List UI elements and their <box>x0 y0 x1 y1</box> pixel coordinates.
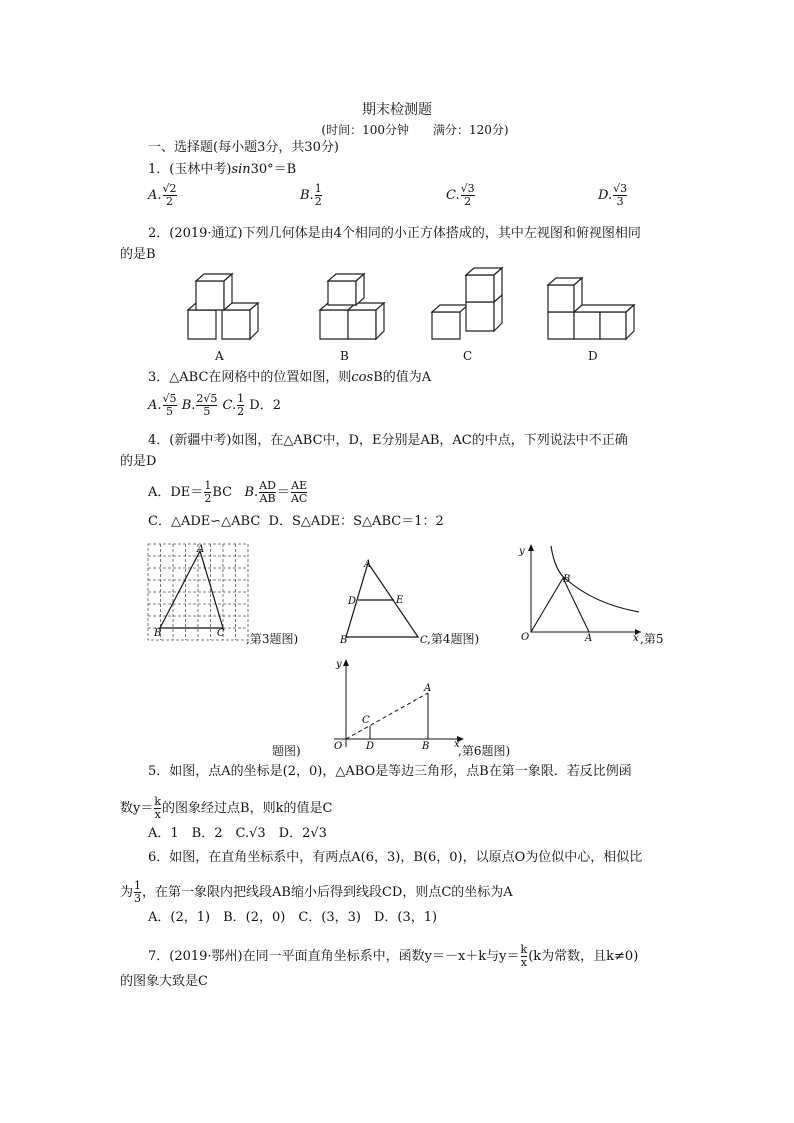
question-3-stem: 3．△ABC在网格中的位置如图，则cosB的值为A <box>148 370 432 385</box>
q1-option-d: D. $\frac{√3}{3}$ <box>598 182 628 208</box>
figure-4-triangle <box>338 555 438 645</box>
svg-text:x: x <box>454 739 460 750</box>
question-6-line2: 为 $\frac{1}{3}$ ，在第一象限内把线段AB缩小后得到线段CD，则点C的坐标为A <box>120 879 513 905</box>
q2-figure-c <box>432 268 502 339</box>
q4-option-ab: A．DE＝ $\frac{1}{2}$ BC B. $\frac{AD}{AB}$ ＝ $\frac{AE}{AC}$ <box>148 479 308 505</box>
q1-option-b: B. $\frac{1}{2}$ <box>300 182 322 208</box>
question-5-line1: 5．如图，点A的坐标是(2，0)，△ABO是等边三角形，点B在第一象限．若反比例函 <box>148 764 632 779</box>
question-6-line1: 6．如图，在直角坐标系中，有两点A(6，3)，B(6，0)，以原点O为位似中心，相似比 <box>148 850 643 865</box>
figure-6-graph <box>326 655 466 750</box>
svg-text:y: y <box>336 659 342 670</box>
q2-label-b: B <box>340 349 349 363</box>
question-1-stem <box>148 162 296 178</box>
q1-option-c: C. $\frac{√3}{2}$ <box>446 182 475 208</box>
figure-5-graph <box>515 542 645 642</box>
page-title: 期末检测题 <box>362 102 432 118</box>
q1-func: sin <box>231 162 251 177</box>
question-5-options: A．1 B．2 C.√3 D．2√3 <box>148 826 327 841</box>
svg-text:B: B <box>563 574 571 585</box>
svg-text:x: x <box>633 633 639 642</box>
q2-figure-a <box>188 274 258 339</box>
svg-text:O: O <box>334 741 343 750</box>
q2-figure-b <box>320 274 384 339</box>
question-7-line2: 的图象大致是C <box>120 974 208 989</box>
figure-5-caption-cont: 题图) <box>272 744 301 758</box>
figure-5-caption: ,第5 <box>640 632 664 646</box>
svg-text:D: D <box>366 741 375 750</box>
q2-label-c: C <box>463 349 473 363</box>
q1-option-a: A. $\frac{√2}{2}$ <box>148 182 177 208</box>
q3-options: A. $\frac{√5}{5}$ B. $\frac{2√5}{5}$ C. $\frac{1}{2}$ D．2 <box>148 392 281 418</box>
q2-label-d: D <box>588 349 598 363</box>
figure-3-caption: ,第3题图) <box>246 632 299 646</box>
figure-3-grid <box>145 542 255 642</box>
page-subtitle: (时间：100分钟 满分：120分) <box>321 123 509 137</box>
section-heading: 一、选择题(每小题3分，共30分) <box>148 140 339 155</box>
svg-text:A: A <box>364 559 372 570</box>
question-5-line2: 数y＝ $\frac{k}{x}$ 的图象经过点B，则k的值是C <box>120 795 333 821</box>
svg-text:A: A <box>585 633 593 642</box>
fig3-label-c: C <box>217 628 225 639</box>
figure-4-caption: ,第4题图) <box>427 632 480 646</box>
q2-figure-d <box>548 278 634 339</box>
question-4-line2: 的是D <box>120 454 157 469</box>
svg-text:B: B <box>340 635 348 645</box>
question-4-line1: 4．(新疆中考)如图，在△ABC中，D，E分别是AB，AC的中点，下列说法中不正确 <box>148 433 628 448</box>
question-7-line1: 7．(2019·鄂州)在同一平面直角坐标系中，函数y＝－x＋k与y＝ $\frac{k}{x}$ (k为常数，且k≠0) <box>148 943 639 969</box>
svg-text:D: D <box>348 596 357 607</box>
q2-label-a: A <box>215 349 224 363</box>
question-6-options: A．(2，1) B．(2，0) C．(3，3) D．(3，1) <box>148 910 438 925</box>
q1-prefix: 1．(玉林中考) <box>148 162 232 177</box>
svg-text:A: A <box>424 683 432 694</box>
figure-6-caption: ,第6题图) <box>458 744 511 758</box>
q1-rest: 30°＝B <box>250 162 297 177</box>
question-2-line1: 2．(2019·通辽)下列几何体是由4个相同的小正方体搭成的，其中左视图和俯视图相同 <box>148 226 641 241</box>
svg-text:B: B <box>422 741 430 750</box>
q4-option-cd: C．△ADE∽△ABC D．S△ADE：S△ABC＝1：2 <box>148 514 444 529</box>
fig3-label-b: B <box>154 628 162 639</box>
svg-text:C: C <box>362 715 370 726</box>
question-2-line2: 的是B <box>120 247 156 262</box>
svg-text:O: O <box>521 632 530 642</box>
q2-cube-figures <box>0 265 794 355</box>
svg-text:C: C <box>420 635 428 645</box>
fig3-label-a: A <box>197 544 205 555</box>
svg-text:y: y <box>519 546 525 557</box>
svg-text:E: E <box>396 595 404 606</box>
